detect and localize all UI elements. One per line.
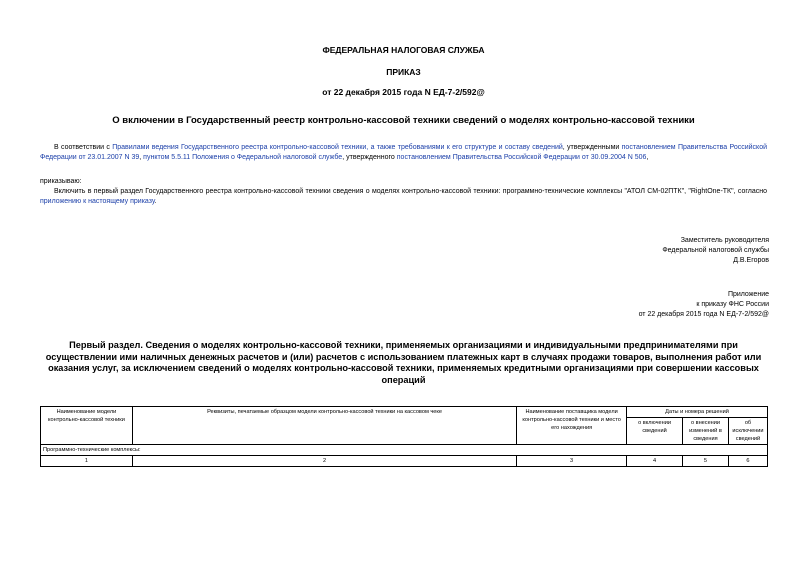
signature-name: Д.В.Егоров [733, 257, 769, 264]
registry-table [40, 406, 768, 467]
appendix-block [639, 290, 769, 320]
column-header-model: Наименование модели контрольно-кассовой техники [41, 407, 133, 445]
agency-name: ФЕДЕРАЛЬНАЯ НАЛОГОВАЯ СЛУЖБА [322, 45, 485, 55]
group-row-label: Программно-технические комплексы: [41, 445, 768, 456]
table-row [41, 445, 768, 456]
preamble-paragraph: В соответствии с Правилами ведения Государственного реестра контрольно-кассовой техники, а также требованиями к его структуре и составу сведений, утвержденными постановлением Правительства Российской Федерации от 23.01.2007 N 39, пунктом 5.5.11 Положения о Федеральной налоговой службе, утвержденного постановлением Правительства Российской Федерации от 30.09.2004 N 506, [40, 144, 767, 161]
document-title: О включении в Государственный реестр контрольно-кассовой техники сведений о моделях контрольно-кассовой техники [112, 115, 695, 126]
column-header-inclusion: о включении сведений [627, 418, 683, 445]
column-number: 2 [132, 456, 516, 467]
document-date-number: от 22 декабря 2015 года N ЕД-7-2/592@ [322, 87, 485, 97]
appendix-date-number: от 22 декабря 2015 года N ЕД-7-2/592@ [638, 311, 769, 318]
link-government-decree-39[interactable]: постановлением Правительства Российской Федерации от 23.01.2007 N 39 [40, 144, 767, 161]
appendix-reference: к приказу ФНС России [696, 301, 769, 308]
column-number: 4 [627, 456, 683, 467]
table-row-column-numbers [41, 456, 768, 467]
document-type: ПРИКАЗ [386, 67, 421, 77]
column-number: 1 [41, 456, 133, 467]
column-number: 3 [517, 456, 627, 467]
column-number: 6 [728, 456, 767, 467]
order-word: приказываю: [40, 178, 82, 185]
link-fns-regulation[interactable]: пунктом 5.5.11 Положения о Федеральной налоговой службе [143, 154, 343, 161]
signature-organization: Федеральной налоговой службы [662, 247, 769, 254]
link-government-decree-506[interactable]: постановлением Правительства Российской Федерации от 30.09.2004 N 506 [396, 154, 647, 161]
link-registry-rules[interactable]: Правилами ведения Государственного реестра контрольно-кассовой техники, а также требованиями к его структуре и составу сведений [112, 144, 563, 151]
column-header-exclusion: об исключении сведений [728, 418, 767, 445]
table-header-row [41, 407, 768, 418]
order-paragraph: Включить в первый раздел Государственного реестра контрольно-кассовой техники сведения о моделях контрольно-кассовой техники: программно-технические комплексы "АТОЛ СМ-02ПТК", "RightOne-ТК", согласно приложению к настоящему приказу. [40, 188, 767, 205]
column-header-supplier: Наименование поставщика модели контрольно-кассовой техники и место его нахождения [517, 407, 627, 445]
appendix-label: Приложение [727, 291, 769, 298]
signature-position: Заместитель руководителя [680, 237, 769, 244]
column-header-receipt-details: Реквизиты, печатаемые образцом модели контрольно-кассовой техники на кассовом чеке [132, 407, 516, 445]
column-header-changes: о внесении изменений в сведения [683, 418, 729, 445]
column-number: 5 [683, 456, 729, 467]
link-appendix[interactable]: приложению к настоящему приказу [40, 198, 155, 205]
section-title: Первый раздел. Сведения о моделях контрольно-кассовой техники, применяемых организациями и индивидуальными предпринимателями при осуществлении ими наличных денежных расчетов и (или) расчетов с использованием платежных карт в случаях продажи товаров, выполнения работ или оказания услуг, за исключением сведений о моделях контрольно-кассовой техники, применяемых кредитными организациями при совершении кассовых операций [45, 340, 762, 385]
signature-block [662, 236, 769, 266]
column-header-decisions: Даты и номера решений [627, 407, 768, 418]
